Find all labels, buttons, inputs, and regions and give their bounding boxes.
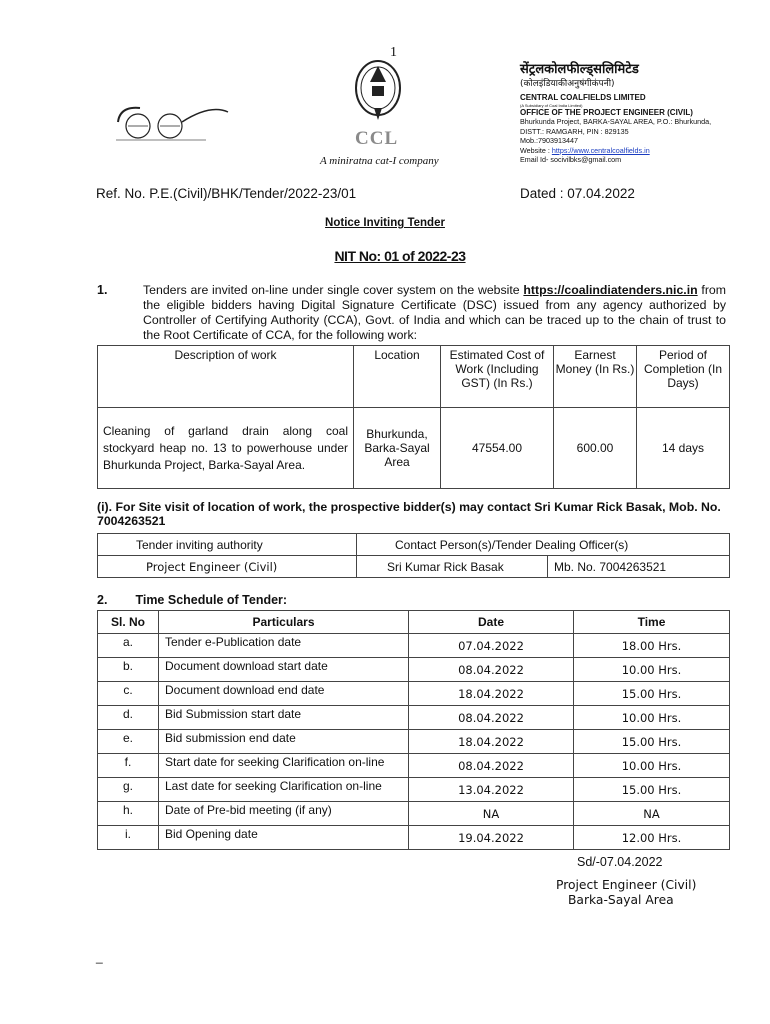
work-period: 14 days <box>637 408 730 489</box>
tender-website-link[interactable]: https://coalindiatenders.nic.in <box>523 283 698 297</box>
schedule-date: 19.04.2022 <box>409 826 574 850</box>
website-link[interactable]: https://www.centralcoalfields.in <box>551 145 650 155</box>
schedule-sl-no: d. <box>98 706 159 730</box>
table-header-row <box>98 611 730 634</box>
header-date: Date <box>409 611 574 634</box>
schedule-table <box>97 610 730 850</box>
schedule-sl-no: a. <box>98 634 159 658</box>
schedule-time: NA <box>574 802 730 826</box>
header-location: Location <box>354 346 441 408</box>
table-row <box>98 634 730 658</box>
para-text-after: from the eligible bidders having Digital Signature Certificate (DSC) issued from any agency authorized by Controller of Certifying Authority (CCA), Govt. of India and which can be traced up to the chain of trust to the Root Certificate of CCA, for the following work: <box>143 283 726 342</box>
header-earnest-money: Earnest Money (In Rs.) <box>554 346 637 408</box>
subsidiary-line: (A Subsidiary of Coal India Limited) <box>520 102 583 108</box>
company-name: CENTRAL COALFIELDS LIMITED <box>520 93 646 102</box>
schedule-sl-no: h. <box>98 802 159 826</box>
header-particulars: Particulars <box>159 611 409 634</box>
signature-date: Sd/-07.04.2022 <box>577 855 663 869</box>
schedule-particular: Start date for seeking Clarification on-line <box>159 754 409 778</box>
letterhead-address <box>520 62 750 165</box>
page-number: 1 <box>390 45 397 60</box>
work-location: Bhurkunda, Barka-Sayal Area <box>354 408 441 489</box>
header-tender-authority: Tender inviting authority <box>98 534 357 556</box>
table-row <box>98 658 730 682</box>
work-details-table <box>97 345 730 489</box>
table-row <box>98 706 730 730</box>
schedule-date: 07.04.2022 <box>409 634 574 658</box>
schedule-date: 08.04.2022 <box>409 754 574 778</box>
schedule-date: 08.04.2022 <box>409 658 574 682</box>
section-2-title: Time Schedule of Tender: <box>135 593 288 607</box>
section-2-heading <box>97 593 287 607</box>
schedule-sl-no: g. <box>98 778 159 802</box>
header-contact-person: Contact Person(s)/Tender Dealing Officer(s) <box>357 534 730 556</box>
schedule-particular: Tender e-Publication date <box>159 634 409 658</box>
header-period: Period of Completion (In Days) <box>637 346 730 408</box>
schedule-particular: Last date for seeking Clarification on-line <box>159 778 409 802</box>
table-row <box>98 682 730 706</box>
section-2-number: 2. <box>97 593 108 607</box>
schedule-time: 15.00 Hrs. <box>574 682 730 706</box>
mobile-number: Mob.:7903913447 <box>520 136 578 145</box>
address-line-2: DISTT.: RAMGARH, PIN : 829135 <box>520 126 629 136</box>
company-tagline: A miniratna cat-I company <box>320 155 439 167</box>
office-name: OFFICE OF THE PROJECT ENGINEER (CIVIL) <box>520 107 693 117</box>
section-1-number: 1. <box>97 283 108 297</box>
schedule-sl-no: f. <box>98 754 159 778</box>
table-row <box>98 754 730 778</box>
section-1-paragraph <box>143 283 726 343</box>
table-header-row <box>98 346 730 408</box>
schedule-time: 10.00 Hrs. <box>574 706 730 730</box>
schedule-particular: Date of Pre-bid meeting (if any) <box>159 802 409 826</box>
schedule-particular: Bid Submission start date <box>159 706 409 730</box>
site-visit-note: (i). For Site visit of location of work, the prospective bidder(s) may contact Sri Kumar Rick Basak, Mob. No. 7004263521 <box>97 500 721 528</box>
signatory-designation: Project Engineer (Civil) <box>556 878 697 892</box>
schedule-particular: Document download start date <box>159 658 409 682</box>
header-time: Time <box>574 611 730 634</box>
event-logo-icon <box>110 100 230 148</box>
table-row <box>98 408 730 489</box>
schedule-time: 15.00 Hrs. <box>574 730 730 754</box>
contact-table <box>97 533 730 578</box>
schedule-time: 10.00 Hrs. <box>574 658 730 682</box>
para-text-before: Tenders are invited on-line under single cover system on the website <box>143 283 524 297</box>
header-sl-no: Sl. No <box>98 611 159 634</box>
work-estimated-cost: 47554.00 <box>441 408 554 489</box>
schedule-date: NA <box>409 802 574 826</box>
address-line-1: Bhurkunda Project, BARKA-SAYAL AREA, P.O.: Bhurkunda, <box>520 117 712 126</box>
document-date: Dated : 07.04.2022 <box>520 186 635 201</box>
table-header-row <box>98 534 730 556</box>
header-description: Description of work <box>98 346 354 408</box>
email-line: Email Id- socivilbks@gmail.com <box>520 155 622 164</box>
schedule-particular: Bid submission end date <box>159 730 409 754</box>
schedule-time: 10.00 Hrs. <box>574 754 730 778</box>
table-row <box>98 826 730 850</box>
signatory-area: Barka-Sayal Area <box>568 893 674 907</box>
schedule-sl-no: b. <box>98 658 159 682</box>
schedule-particular: Bid Opening date <box>159 826 409 850</box>
reference-number: Ref. No. P.E.(Civil)/BHK/Tender/2022-23/01 <box>96 186 357 201</box>
schedule-particular: Document download end date <box>159 682 409 706</box>
ccl-emblem-icon <box>352 58 404 128</box>
hindi-company-name: सेंट्रलकोलफील्ड्सलिमिटेड <box>520 62 639 77</box>
table-row <box>98 778 730 802</box>
website-line <box>520 146 750 156</box>
schedule-date: 13.04.2022 <box>409 778 574 802</box>
schedule-body <box>98 634 730 850</box>
table-row <box>98 802 730 826</box>
tender-authority: Project Engineer (Civil) <box>98 556 357 578</box>
schedule-date: 08.04.2022 <box>409 706 574 730</box>
table-row <box>98 556 730 578</box>
work-description: Cleaning of garland drain along coal stockyard heap no. 13 to powerhouse under Bhurkunda Project, Barka-Sayal Area. <box>98 408 354 489</box>
work-earnest-money: 600.00 <box>554 408 637 489</box>
table-row <box>98 730 730 754</box>
footer-mark: _ <box>96 950 103 964</box>
schedule-time: 15.00 Hrs. <box>574 778 730 802</box>
schedule-time: 18.00 Hrs. <box>574 634 730 658</box>
schedule-sl-no: e. <box>98 730 159 754</box>
nit-number-title: NIT No: 01 of 2022-23 <box>334 248 466 264</box>
ccl-wordmark: CCL <box>355 128 399 149</box>
contact-mobile: Mb. No. 7004263521 <box>548 556 730 578</box>
schedule-date: 18.04.2022 <box>409 682 574 706</box>
hindi-subtitle: (कोलइंडियाकीअनुषंगीकंपनी) <box>520 79 615 89</box>
schedule-date: 18.04.2022 <box>409 730 574 754</box>
header-estimated-cost: Estimated Cost of Work (Including GST) (In Rs.) <box>441 346 554 408</box>
website-label: Website : <box>520 145 552 155</box>
schedule-sl-no: c. <box>98 682 159 706</box>
schedule-time: 12.00 Hrs. <box>574 826 730 850</box>
notice-title: Notice Inviting Tender <box>325 217 445 229</box>
contact-person: Sri Kumar Rick Basak <box>357 556 548 578</box>
schedule-sl-no: i. <box>98 826 159 850</box>
